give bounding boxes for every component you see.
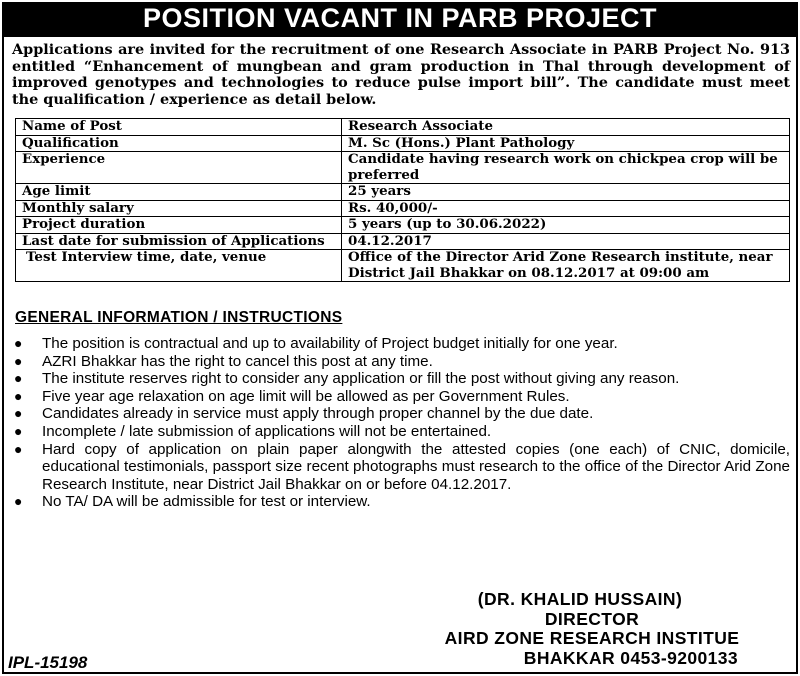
list-item <box>10 353 790 371</box>
list-item-text: Five year age relaxation on age limit will be allowed as per Government Rules. <box>42 387 570 405</box>
list-item <box>10 423 790 441</box>
bullet-icon: ● <box>14 440 23 457</box>
list-item <box>10 405 790 423</box>
row-label: Test Interview time, date, venue <box>16 250 342 282</box>
row-value: M. Sc (Hons.) Plant Pathology <box>342 135 790 152</box>
row-label: Experience <box>16 152 342 184</box>
position-details-table <box>15 118 790 282</box>
table-row <box>16 135 790 152</box>
row-label: Monthly salary <box>16 200 342 217</box>
row-value: Rs. 40,000/- <box>342 200 790 217</box>
table-row <box>16 200 790 217</box>
bullet-icon: ● <box>14 422 23 439</box>
row-value: Research Associate <box>342 119 790 136</box>
bullet-icon: ● <box>14 352 23 369</box>
row-label: Qualification <box>16 135 342 152</box>
table-row <box>16 233 790 250</box>
row-label: Last date for submission of Applications <box>16 233 342 250</box>
signatory-name: (DR. KHALID HUSSAIN) <box>477 589 683 609</box>
list-item <box>10 441 790 494</box>
list-item <box>10 370 790 388</box>
row-value: 25 years <box>342 184 790 201</box>
list-item-text: No TA/ DA will be admissible for test or interview. <box>42 493 371 511</box>
signatory-designation: DIRECTOR <box>544 608 640 629</box>
list-item <box>10 388 790 406</box>
bullet-icon: ● <box>14 370 23 387</box>
institute-name: AIRD ZONE RESEARCH INSTITUE <box>444 628 740 648</box>
instructions-heading: GENERAL INFORMATION / INSTRUCTIONS <box>15 309 343 326</box>
row-label: Project duration <box>16 217 342 234</box>
row-value: 04.12.2017 <box>342 233 790 250</box>
job-advertisement <box>2 2 798 674</box>
instructions-list <box>10 335 790 511</box>
list-item-text: The institute reserves right to consider any application or fill the post without giving any reason. <box>42 370 680 388</box>
ad-title-banner: POSITION VACANT IN PARB PROJECT <box>2 2 798 35</box>
row-value: Candidate having research work on chickpea crop will be preferred <box>342 152 790 184</box>
list-item-text: AZRI Bhakkar has the right to cancel this post at any time. <box>42 352 433 370</box>
bullet-icon: ● <box>14 405 23 422</box>
list-item <box>10 493 790 511</box>
table-row <box>16 250 790 282</box>
row-value: 5 years (up to 30.06.2022) <box>342 217 790 234</box>
list-item <box>10 335 790 353</box>
bullet-icon: ● <box>14 387 23 404</box>
ipl-number: IPL-15198 <box>8 653 88 672</box>
list-item-text: Hard copy of application on plain paper alongwith the attested copies (one each) of CNIC, domicile, educational testimonials, passport size recent photographs must research to the office of the Director Arid Zone Research Institute, near District Jail Bhakkar on or before 04.12.2017. <box>42 440 790 493</box>
table-row <box>16 119 790 136</box>
list-item-text: The position is contractual and up to availability of Project budget initially for one year. <box>42 335 618 352</box>
signature-block <box>402 590 782 668</box>
row-label: Age limit <box>16 184 342 201</box>
table-row <box>16 217 790 234</box>
table-row <box>16 184 790 201</box>
row-value: Office of the Director Arid Zone Research institute, near District Jail Bhakkar on 08.12.2017 at 09:00 am <box>342 250 790 282</box>
row-label: Name of Post <box>16 119 342 136</box>
list-item-text: Incomplete / late submission of applications will not be entertained. <box>42 422 492 440</box>
bullet-icon: ● <box>14 335 23 351</box>
contact-line: BHAKKAR 0453-9200133 <box>523 647 738 668</box>
bullet-icon: ● <box>14 493 23 510</box>
intro-paragraph: Applications are invited for the recruitment of one Research Associate in PARB Project No. 913 entitled “Enhancement of mungbean and gram production in Thal through development of improved genotypes and technologies to reduce pulse import bill”. The candidate must meet the qualification / experience as detail below. <box>12 41 790 108</box>
list-item-text: Candidates already in service must apply through proper channel by the due date. <box>42 405 594 423</box>
table-row <box>16 152 790 184</box>
